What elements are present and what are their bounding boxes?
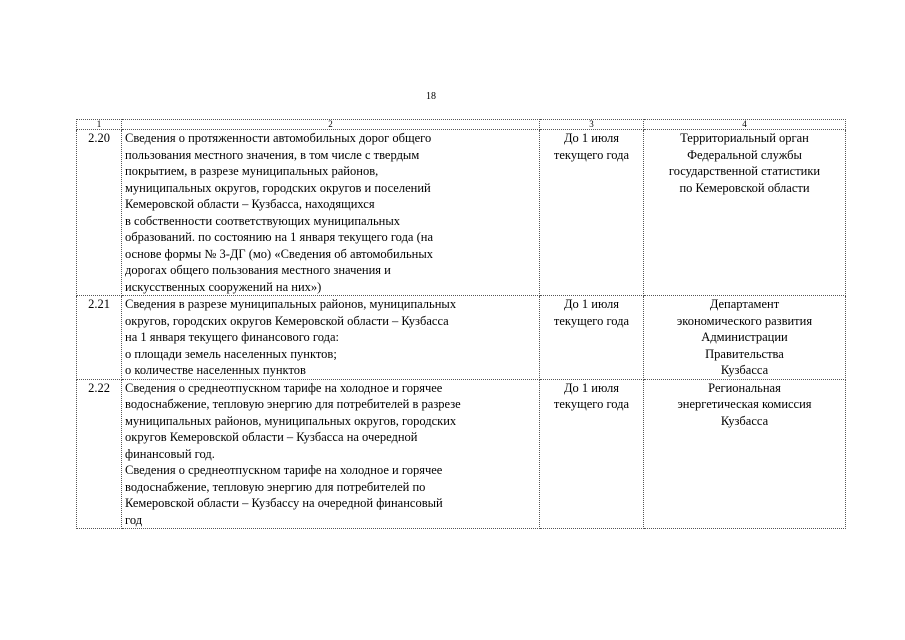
text-line: округов, городских округов Кемеровской области – Кузбасса <box>125 313 449 328</box>
row-deadline <box>540 130 644 296</box>
text-line: по Кемеровской области <box>679 180 810 195</box>
row-description <box>122 296 540 380</box>
text-line: Администрации <box>701 330 788 344</box>
text-line: До 1 июля <box>564 131 619 145</box>
text-line: Кузбасса <box>720 413 769 428</box>
column-header-2: 2 <box>122 120 540 130</box>
column-header-1: 1 <box>77 120 122 130</box>
row-responsible <box>644 130 846 296</box>
row-deadline <box>540 379 644 529</box>
column-header-3: 3 <box>540 120 644 130</box>
text-line: покрытием, в разрезе муниципальных районов, <box>125 164 379 178</box>
text-line: текущего года <box>553 397 630 411</box>
text-line: муниципальных районов, муниципальных округов, городских <box>125 413 457 428</box>
text-line: о площади земель населенных пунктов; <box>125 346 337 361</box>
text-line: год <box>125 512 143 527</box>
text-line: Сведения о среднеотпускном тарифе на холодное и горячее <box>125 463 443 477</box>
text-line: экономического развития <box>676 313 813 328</box>
table-row <box>77 130 846 296</box>
text-line: Региональная <box>708 380 781 395</box>
text-line: в собственности соответствующих муниципальных <box>125 213 400 228</box>
text-line: текущего года <box>553 313 630 328</box>
text-line: водоснабжение, тепловую энергию для потребителей по <box>125 479 426 494</box>
row-description <box>122 379 540 529</box>
table-row <box>77 379 846 529</box>
row-description <box>122 130 540 296</box>
text-line: водоснабжение, тепловую энергию для потребителей в разрезе <box>125 397 461 411</box>
text-line: Сведения о среднеотпускном тарифе на холодное и горячее <box>125 380 443 395</box>
column-header-4: 4 <box>644 120 846 130</box>
text-line: искусственных сооружений на них») <box>125 279 322 294</box>
text-line: округов Кемеровской области – Кузбасса на очередной <box>125 430 418 444</box>
text-line: энергетическая комиссия <box>677 397 812 411</box>
text-line: Сведения о протяженности автомобильных дорог общего <box>125 131 432 145</box>
text-line: образований. по состоянию на 1 января текущего года (на <box>125 230 433 244</box>
text-line: основе формы № 3-ДГ (мо) «Сведения об автомобильных <box>125 246 433 261</box>
text-line: До 1 июля <box>564 297 619 311</box>
text-line: муниципальных округов, городских округов и поселений <box>125 180 431 195</box>
row-number: 2.20 <box>77 130 122 296</box>
table-header-row <box>77 120 846 130</box>
row-responsible <box>644 296 846 380</box>
text-line: Федеральной службы <box>687 147 802 162</box>
table-row <box>77 296 846 380</box>
text-line: текущего года <box>553 147 630 162</box>
text-line: о количестве населенных пунктов <box>125 363 306 377</box>
text-line: пользования местного значения, в том числе с твердым <box>125 147 420 162</box>
row-number: 2.21 <box>77 296 122 380</box>
text-line: финансовый год. <box>125 446 215 461</box>
row-number: 2.22 <box>77 379 122 529</box>
data-table <box>76 119 846 529</box>
text-line: Департамент <box>709 297 780 311</box>
text-line: государственной статистики <box>668 164 821 178</box>
text-line: До 1 июля <box>564 380 619 395</box>
text-line: Кемеровской области – Кузбасса, находящихся <box>125 197 375 211</box>
text-line: дорогах общего пользования местного значения и <box>125 263 391 277</box>
text-line: Правительства <box>705 346 784 361</box>
row-responsible <box>644 379 846 529</box>
page-number: 18 <box>426 91 436 102</box>
row-deadline <box>540 296 644 380</box>
text-line: Территориальный орган <box>680 131 809 145</box>
text-line: Сведения в разрезе муниципальных районов, муниципальных <box>125 297 457 311</box>
text-line: Кузбасса <box>720 363 769 377</box>
text-line: на 1 января текущего финансового года: <box>125 330 339 344</box>
text-line: Кемеровской области – Кузбассу на очередной финансовый <box>125 496 443 510</box>
